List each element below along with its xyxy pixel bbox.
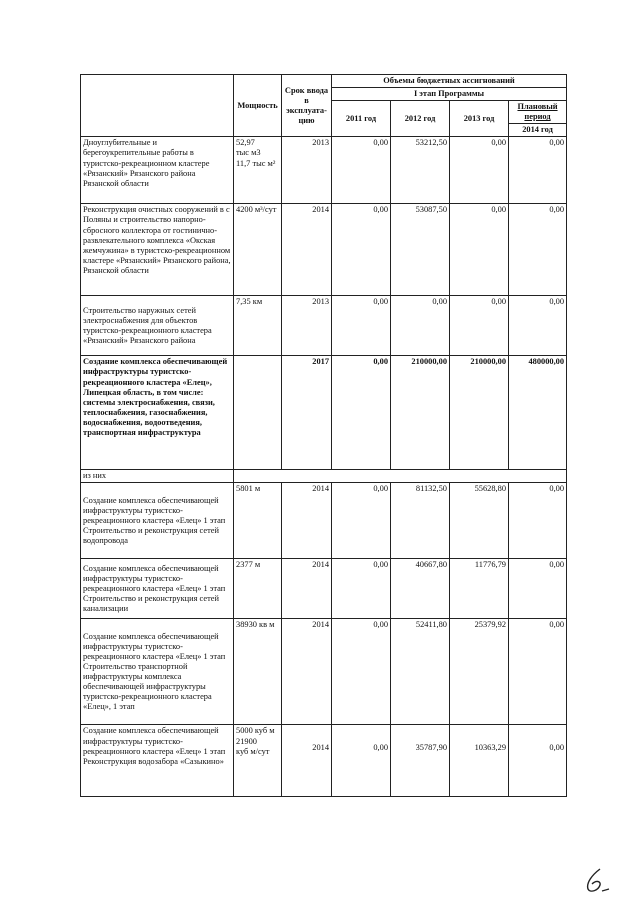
row-term: 2014 [282,483,332,559]
row-2012: 35787,90 [391,725,450,797]
row-2014: 0,00 [509,483,567,559]
header-volumes: Объемы бюджетных ассигнований [332,75,567,88]
row-capacity: 5801 м [234,483,282,559]
header-planned: Плановый период [509,101,567,124]
row-2014: 0,00 [509,559,567,619]
header-2011: 2011 год [332,101,391,137]
header-2012: 2012 год [391,101,450,137]
row-2013: 55628,80 [450,483,509,559]
of-which-label: из них [81,470,234,483]
row-term: 2017 [282,356,332,470]
row-capacity: 7,35 км [234,296,282,356]
row-2013: 0,00 [450,204,509,296]
row-2011: 0,00 [332,137,391,204]
row-2012: 53087,50 [391,204,450,296]
table-row [81,296,567,356]
row-2012: 210000,00 [391,356,450,470]
row-capacity: 38930 кв м [234,619,282,725]
row-capacity: 52,97 тыс м3 11,7 тыс м² [234,137,282,204]
row-capacity: 2377 м [234,559,282,619]
header-name-blank [81,75,234,137]
row-name: Создание комплекса обеспечивающей инфраструктуры туристско-рекреационного кластера «Елец» 1 этап Строительство транспортной инфраструктуры комплекса обеспечивающей инфраструктуры туристско-рекреационного кластера «Елец», 1 этап [81,619,234,725]
row-2014: 0,00 [509,137,567,204]
header-stage1: I этап Программы [332,88,567,101]
row-2011: 0,00 [332,619,391,725]
row-term: 2013 [282,296,332,356]
table-row [81,483,567,559]
table-row [81,204,567,296]
row-2014: 0,00 [509,204,567,296]
row-capacity: 5000 куб м 21900 куб м/сут [234,725,282,797]
table-row [81,137,567,204]
row-term: 2014 [282,559,332,619]
row-2012: 52411,80 [391,619,450,725]
table-row [81,725,567,797]
row-2012: 81132,50 [391,483,450,559]
row-2012: 0,00 [391,296,450,356]
handwritten-page-mark [582,867,612,893]
row-name: Строительство наружных сетей электроснабжения для объектов туристско-рекреационного кластера «Рязанский» Рязанского района [81,296,234,356]
row-term: 2014 [282,725,332,797]
row-2013: 0,00 [450,296,509,356]
row-capacity [234,356,282,470]
row-2013: 0,00 [450,137,509,204]
row-2011: 0,00 [332,204,391,296]
table-row [81,559,567,619]
row-2014: 0,00 [509,725,567,797]
row-2013: 210000,00 [450,356,509,470]
row-name: Создание комплекса обеспечивающей инфраструктуры туристско-рекреационного кластера «Елец» 1 этап Строительство и реконструкция сетей канализации [81,559,234,619]
row-2014: 0,00 [509,619,567,725]
header-2014: 2014 год [509,124,567,137]
row-2014: 0,00 [509,296,567,356]
header-2013: 2013 год [450,101,509,137]
row-term: 2013 [282,137,332,204]
table-row [81,356,567,470]
row-term: 2014 [282,619,332,725]
row-name: Создание комплекса обеспечивающей инфраструктуры туристско-рекреационного кластера «Елец» 1 этап Строительство и реконструкция сетей водопровода [81,483,234,559]
row-2012: 53212,50 [391,137,450,204]
budget-table [80,74,567,797]
row-2014: 480000,00 [509,356,567,470]
header-term: Срок ввода в эксплуата-цию [282,75,332,137]
row-name: Создание комплекса обеспечивающей инфраструктуры туристско-рекреационного кластера «Елец» 1 этап Реконструкция водозабора «Сазыкино» [81,725,234,797]
header-capacity: Мощность [234,75,282,137]
row-2011: 0,00 [332,296,391,356]
row-2013: 10363,29 [450,725,509,797]
row-term: 2014 [282,204,332,296]
row-capacity: 4200 м³/сут [234,204,282,296]
row-2012: 40667,80 [391,559,450,619]
row-2013: 25379,92 [450,619,509,725]
row-name: Реконструкция очистных сооружений в с Поляны и строительство напорно-сбросного коллектора от гостинично-развлекательного комплекса «Окская жемчужина» в туристско-рекреационном кластере «Рязанский» Рязанского района, Рязанской области [81,204,234,296]
row-2011: 0,00 [332,483,391,559]
of-which-blank [234,470,567,483]
row-2011: 0,00 [332,559,391,619]
row-2011: 0,00 [332,725,391,797]
row-2011: 0,00 [332,356,391,470]
row-name: Создание комплекса обеспечивающей инфраструктуры туристско-рекреационного кластера «Елец», Липецкая область, в том числе: системы электроснабжения, связи, теплоснабжения, газоснабжения, водоснабжения, водоотведения, транспортная инфраструктура [81,356,234,470]
row-2013: 11776,79 [450,559,509,619]
table-row [81,619,567,725]
row-name: Дноуглубительные и берегоукрепительные работы в туристско-рекреационном кластере «Рязанский» Рязанского района Рязанской области [81,137,234,204]
table-row-subheader [81,470,567,483]
